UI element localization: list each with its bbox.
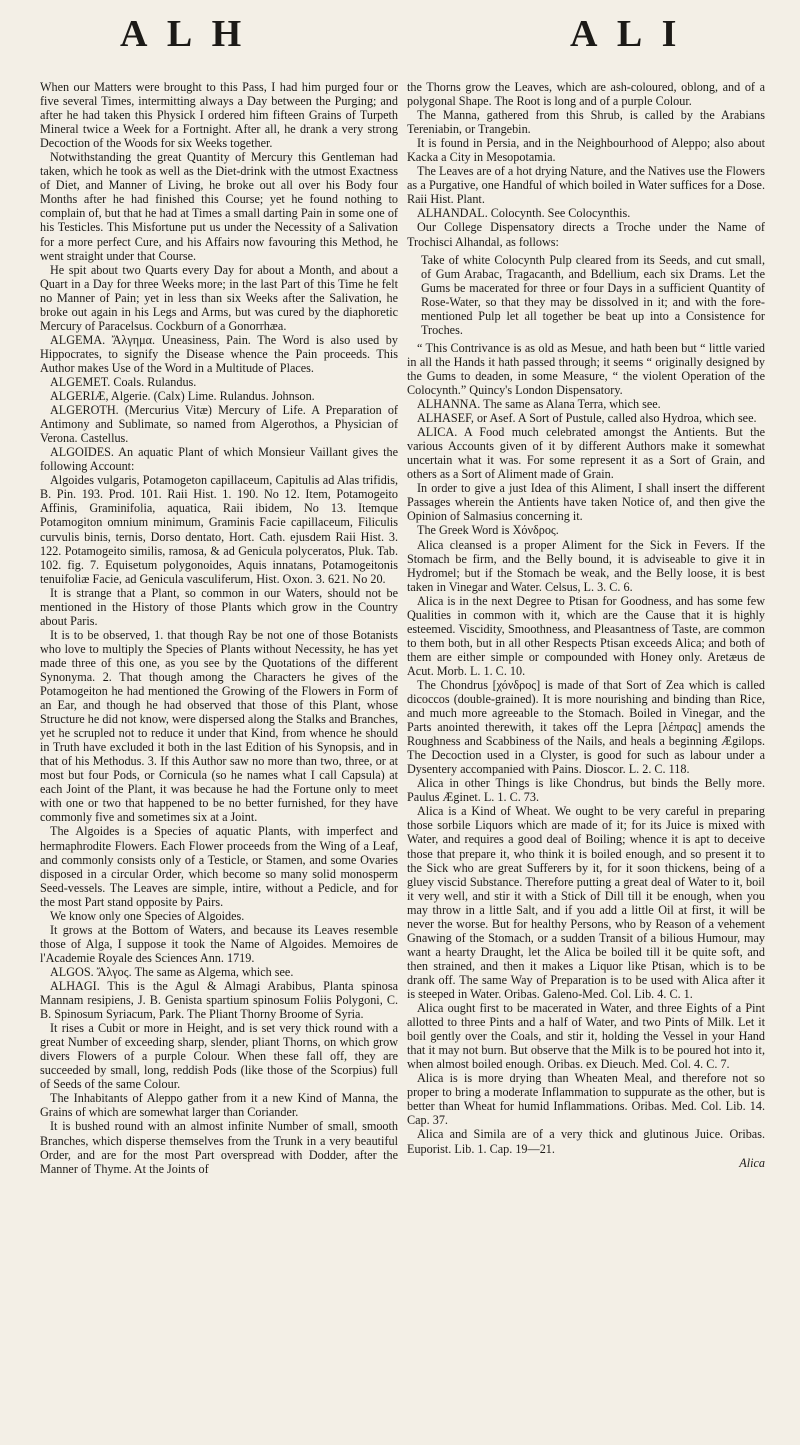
paragraph: It is strange that a Plant, so common in our Waters, should not be mentioned in the History of those Plants which grow in the Country about Paris. [40,585,398,628]
entry-algoides: ALGOIDES. An aquatic Plant of which Monsieur Vaillant gives the following Account: [40,445,398,474]
paragraph: The Leaves are of a hot drying Nature, and the Natives use the Flowers as a Purgative, one Handful of which boiled in Water suffices for a Dose. Raii Hist. Plant. [407,164,765,207]
paragraph: Alica in other Things is like Chondrus, but binds the Belly more. Paulus Æginet. L. 1. C. 73. [407,776,765,805]
entry-alhasef: ALHASEF, or Asef. A Sort of Pustule, called also Hydroa, which see. [417,411,757,426]
paragraph: Alica is a Kind of Wheat. We ought to be very careful in preparing those sorbile Liquors which are made of it; for its Juice is mixed with Water, and requires a good deal of Boiling; whence it is apt to deceive those that prepare it, who think it is boiled enough, and so present it to the Sick who are great Sufferers by it, for it soon thickens, being of a gluey viscid Substance. Therefore putting a great deal of Water to it, boil it very well, and stir it with a Stick of Dill till it be enough, when you may throw in a little Salt, and if you add a little Oil at first, it will be never the worse. But for healthy Persons, who by Reason of a vehement Gnawing of the Stomach, or a sudden Transit of a bilious Humour, may want a hearty Draught, let the Alica be boiled till it be quite soft, and then strained, and then it makes a Liquor like Ptisan, which is to be drank off. The same Way of Preparation is to be used with Alica after it is steeped in Water. Oribas. Galeno-Med. Col. Lib. 4. C. 1. [407,804,765,1001]
entry-alica: ALICA. A Food much celebrated amongst the Antients. But the various Accounts given of it by different Authors make it somewhat uncertain what it was. For some represent it as a Sort of Grain, and others as a Sort of Aliment made of Grain. [407,425,765,482]
paragraph: When our Matters were brought to this Pass, I had him purged four or five several Times, intermitting always a Day between the Purging; and after he had taken this Physick I ordered him fifteen Grains of Turpeth Mineral twice a Week for a Fortnight. After all, he drank a very strong Decoction of the Woods for six Weeks together. [40,80,398,151]
paragraph: Notwithstanding the great Quantity of Mercury this Gentleman had taken, which he took as well as the Diet-drink with the utmost Exactness of Diet, and Manner of Living, he broke out all over his Body four Months after he had finished this Course; yet he found nothing to complain of, but that he had at Times a small darting Pain in some one of his Testicles. This Misfortune put us under the Necessity of a Salivation for a more perfect Cure, and his Affairs now favouring this Method, he went straight under that Course. [40,150,398,263]
paragraph: Alica is is more drying than Wheaten Meal, and therefore not so proper to bring a moderate Inflammation to suppurate as the other, but is better than Wheat for humid Inflammations. Oribas. Med. Col. Lib. 14. Cap. 37. [407,1071,765,1128]
running-header [0,12,800,72]
paragraph: In order to give a just Idea of this Aliment, I shall insert the different Passages wherein the Antients have taken Notice of, and then give the Opinion of Salmasius concerning it. [407,481,765,524]
quotation: “ This Contrivance is as old as Mesue, and hath been but “ little varied in all the Hands it hath passed through; it seems “ originally designed by the Gums to deaden, in some Measure, “ the violent Operation of the Colocynth.” Quincy's London Dispensatory. [407,340,765,397]
paragraph: Alica and Simila are of a very thick and glutinous Juice. Oribas. Euporist. Lib. 1. Cap. 19—21. [407,1127,765,1156]
paragraph: Our College Dispensatory directs a Troche under the Name of Trochisci Alhandal, as follows: [407,220,765,249]
left-column [40,80,398,1176]
paragraph: Alica ought first to be macerated in Water, and three Eights of a Pint allotted to three Pints and a half of Water, and two Pints of Milk. Let it boil gently over the Coals, and stir it, holding the Vessel in your Hand that it may not burn. But observe that the Milk is to be poured hot into it, when almost boiled enough. Oribas. ex Dieuch. Med. Col. 4. C. 7. [407,1001,765,1072]
paragraph: The Greek Word is Χόνδρος. [417,523,559,538]
paragraph: The Algoides is a Species of aquatic Plants, with imperfect and hermaphrodite Flowers. Each Flower proceeds from the Wing of a Leaf, and commonly consists only of a Testicle, or Stamen, and some Ovaries disposed in a circular Order, which become so many solid monosperm Seed-vessels. The Leaves are simple, intire, without a Pedicle, and for the most Part stand opposite by Pairs. [40,824,398,909]
paragraph: We know only one Species of Algoides. [50,908,245,923]
header-right: A L I [570,13,683,55]
paragraph: It is bushed round with an almost infinite Number of small, smooth Branches, which disperse themselves from the Trunk in a very beautiful Order, and are for the most Part overspread with Dodder, after the Manner of Thyme. At the Joints of [40,1119,398,1176]
recipe-block: Take of white Colocynth Pulp cleared from its Seeds, and cut small, of Gum Arabac, Tragacanth, and Bdellium, each six Drams. Let the Gums be macerated for three or four Days in a sufficient Quantity of Rose-Water, so that they may be dissolved in it; and with the fore-mentioned Pulp let all together be beat up into a Consistence for Troches. [421,252,765,337]
paragraph: The Chondrus [χόνδρος] is made of that Sort of Zea which is called dicoccos (double-grained). It is more nourishing and binding than Rice, and much more agreeable to the Stomach. Boiled in Vinegar, and the Parts anointed therewith, it takes off the Lepra [λέπρας] amends the Roughness and Scabbiness of the Nails, and heals a beginning Ægilops. The Decoction used in a Clyster, is good for such as labour under a Dysentery accompanied with Pains. Dioscor. L. 2. C. 118. [407,677,765,777]
entry-algos: ALGOS. Ἄλγος. The same as Algema, which see. [50,964,294,979]
paragraph: the Thorns grow the Leaves, which are ash-coloured, oblong, and of a polygonal Shape. The Root is long and of a purple Colour. [407,80,765,109]
paragraph: He spit about two Quarts every Day for about a Month, and about a Quart in a Day for three Weeks more; in the last Part of this Time he felt no Manner of Pain; yet in less than six Weeks after the Salivation, he broke out again in his Legs and Arms, but was cured by the diaphoretic Mercury of Paracelsus. Cockburn of a Gonorrhæa. [40,262,398,333]
catchword: Alica [739,1155,765,1170]
entry-alhandal: ALHANDAL. Colocynth. See Colocynthis. [417,206,631,221]
entry-algeriae: ALGERIÆ, Algerie. (Calx) Lime. Rulandus. Johnson. [50,389,315,404]
paragraph: It grows at the Bottom of Waters, and because its Leaves resemble those of Alga, I suppose it took the Name of Algoides. Memoires de l'Academie Royale des Sciences Ann. 1719. [40,922,398,965]
paragraph: It is to be observed, 1. that though Ray be not one of those Botanists who love to multiply the Species of Plants without Necessity, he has yet made three of this one, as you see by the Quotations of the different Synonyma. 2. That though among the Characters he gives of the Potamogeiton he had mentioned the Growing of the Flowers in Form of an Ear, and though he had observed that those of this Plant, whose Structure he did not know, were dispersed along the Stalks and Branches, yet he scrupled not to reduce it under that Kind, from whence he should in Truth have excluded it both in the last Edition of his Synopsis, and in that of his Methodus. 3. If this Author saw no more than two, three, or at most but four Pods, or Cornicula (so he names what I call Capsula) at each Joint of the Plant, it was because he had the Fortune only to meet with one or two that happened to be no better furnished, for they have commonly five and sometimes six at a Joint. [40,627,398,825]
paragraph: Algoides vulgaris, Potamogeton capillaceum, Capitulis ad Alas trifidis, B. Pin. 193. Prod. 101. Raii Hist. 1. 190. No 12. Item, Potamogeito Affinis, Graminifolia, aquatica, Raii ibidem, No 13. Itemque Potamogiton omnium minimum, Graminis Facie capillaceum, Filiculis curvulis binis, ternis, Dorso dentato, Hort. Cath. ejusdem Raii Hist. 3. 122. Potamogeito similis, ramosa, & ad Genicula polyceratos, Pluk. Tab. 102. fig. 7. Equisetum polygonoides, Aquis innatans, Potamogeitonis tenuifoliæ Facie, ad Genicula vasculiferum, Hist. Oxon. 3. 621. No 20. [40,473,398,586]
header-left: A L H [120,13,248,55]
right-column [407,80,765,1170]
paragraph: Alica cleansed is a proper Aliment for the Sick in Fevers. If the Stomach be firm, and the Belly bound, it is adviseable to give it in Hydromel; but if the Stomach be weak, and the Belly loose, it is best taken in Vinegar and Water. Celsus, L. 3. C. 6. [407,537,765,594]
entry-algeroth: ALGEROTH. (Mercurius Vitæ) Mercury of Life. A Preparation of Antimony and Sublimate, so named from Algerothos, a Physician of Verona. Castellus. [40,403,398,446]
entry-algema: ALGEMA. Ἄλγημα. Uneasiness, Pain. The Word is also used by Hippocrates, to signify the Disease whence the Pain proceeds. This Author makes Use of the Word in a Multitude of Places. [40,332,398,375]
entry-alhagi: ALHAGI. This is the Agul & Almagi Arabibus, Planta spinosa Mannam resipiens, J. B. Genista spartium spinosum Foliis Polygoni, C. B. Spinosum Syriacum, Park. The Pliant Thorny Broome of Syria. [40,979,398,1022]
entry-alhanna: ALHANNA. The same as Alana Terra, which see. [417,397,661,412]
paragraph: The Manna, gathered from this Shrub, is called by the Arabians Tereniabin, or Trangebin. [407,108,765,137]
entry-algemet: ALGEMET. Coals. Rulandus. [50,374,197,389]
paragraph: The Inhabitants of Aleppo gather from it a new Kind of Manna, the Grains of which are somewhat larger than Coriander. [40,1091,398,1120]
paragraph: It rises a Cubit or more in Height, and is set very thick round with a great Number of exceeding sharp, slender, pliant Thorns, on which grow divers Flowers of a purple Colour. When these fall off, they are succeeded by small, long, reddish Pods (like those of the Scorpius) full of Seeds of the same Colour. [40,1021,398,1092]
paragraph: Alica is in the next Degree to Ptisan for Goodness, and has some few Qualities in common with it, which are the Cause that it is highly esteemed. Viscidity, Smoothness, and Pleasantness of Taste, are common to them both, but in all other Respects Ptisan exceeds Alica; and both of them are either simple or compounded with Honey only. Aretæus de Acut. Morb. L. 1. C. 10. [407,593,765,678]
paragraph: It is found in Persia, and in the Neighbourhood of Aleppo; also about Kacka a City in Mesopotamia. [407,136,765,165]
